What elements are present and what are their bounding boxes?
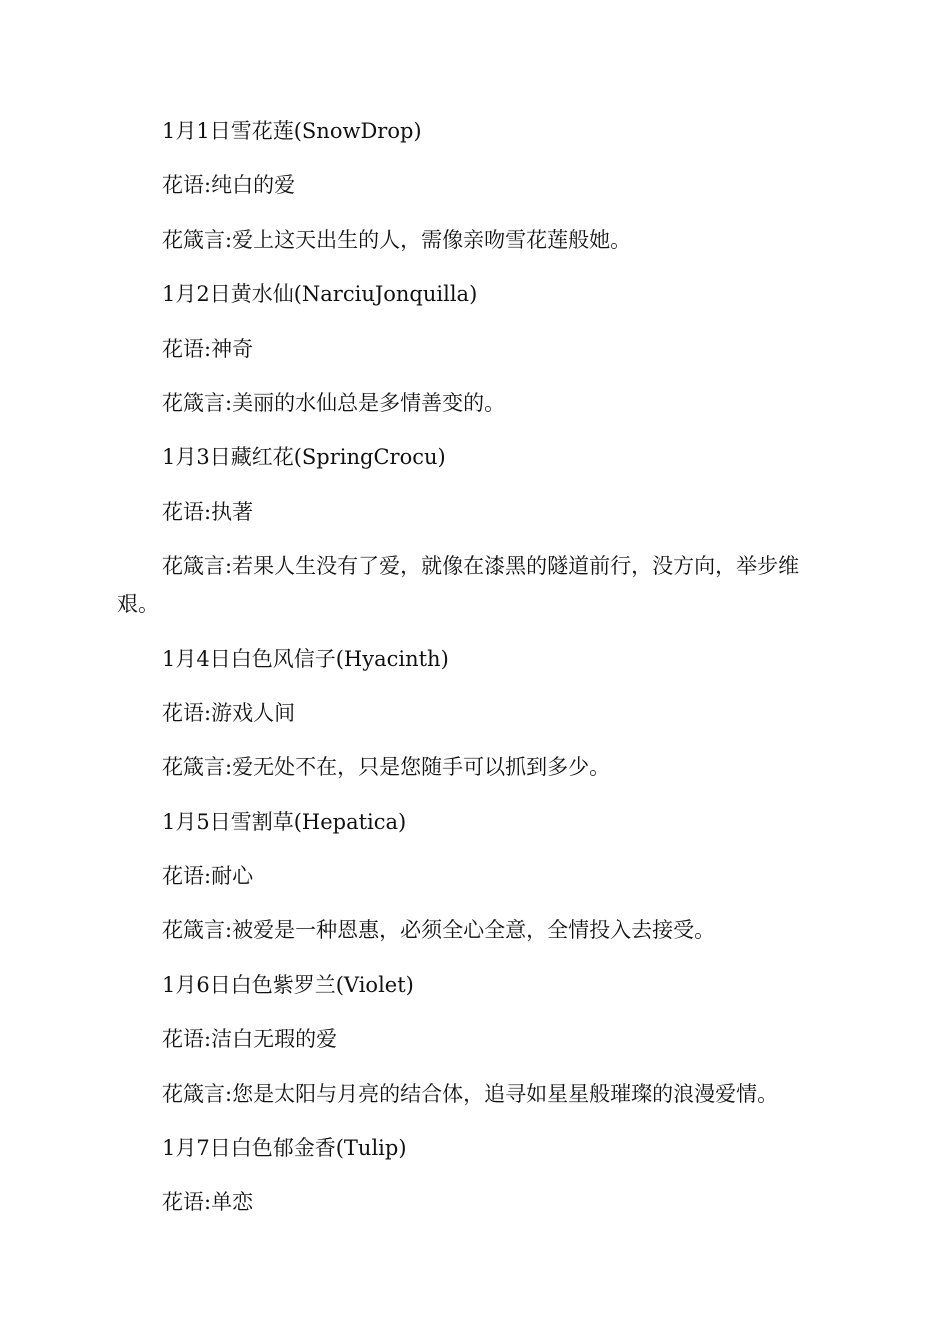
date-flower-heading: 1月6日白色紫罗兰(Violet) [162, 972, 414, 997]
flower-language: 花语:耐心 [162, 864, 254, 889]
date-flower-heading: 1月2日黄水仙(NarciuJonquilla) [162, 282, 478, 307]
flower-language: 花语:洁白无瑕的爱 [162, 1027, 338, 1052]
flower-motto: 花箴言:美丽的水仙总是多情善变的。 [162, 390, 506, 415]
flower-language: 花语:神奇 [162, 336, 254, 361]
date-flower-heading: 1月4日白色风信子(Hyacinth) [162, 646, 449, 671]
flower-language: 花语:执著 [162, 499, 254, 524]
flower-language: 花语:单恋 [162, 1190, 254, 1215]
flower-motto: 花箴言:若果人生没有了爱，就像在漆黑的隧道前行，没方向，举步维艰。 [117, 554, 800, 617]
flower-language: 花语:游戏人间 [162, 700, 296, 725]
flower-motto: 花箴言:您是太阳与月亮的结合体，追寻如星星般璀璨的浪漫爱情。 [162, 1081, 779, 1106]
flower-language: 花语:纯白的爱 [162, 173, 296, 198]
date-flower-heading: 1月1日雪花莲(SnowDrop) [162, 119, 422, 143]
flower-motto: 花箴言:爱上这天出生的人，需像亲吻雪花莲般她。 [162, 227, 632, 252]
date-flower-heading: 1月3日藏红花(SpringCrocu) [162, 445, 446, 470]
date-flower-heading: 1月5日雪割草(Hepatica) [162, 809, 407, 834]
flower-motto: 花箴言:被爱是一种恩惠，必须全心全意，全情投入去接受。 [162, 918, 716, 943]
document-body [117, 112, 827, 1238]
flower-motto: 花箴言:爱无处不在，只是您随手可以抓到多少。 [162, 755, 611, 780]
date-flower-heading: 1月7日白色郁金香(Tulip) [162, 1136, 407, 1161]
